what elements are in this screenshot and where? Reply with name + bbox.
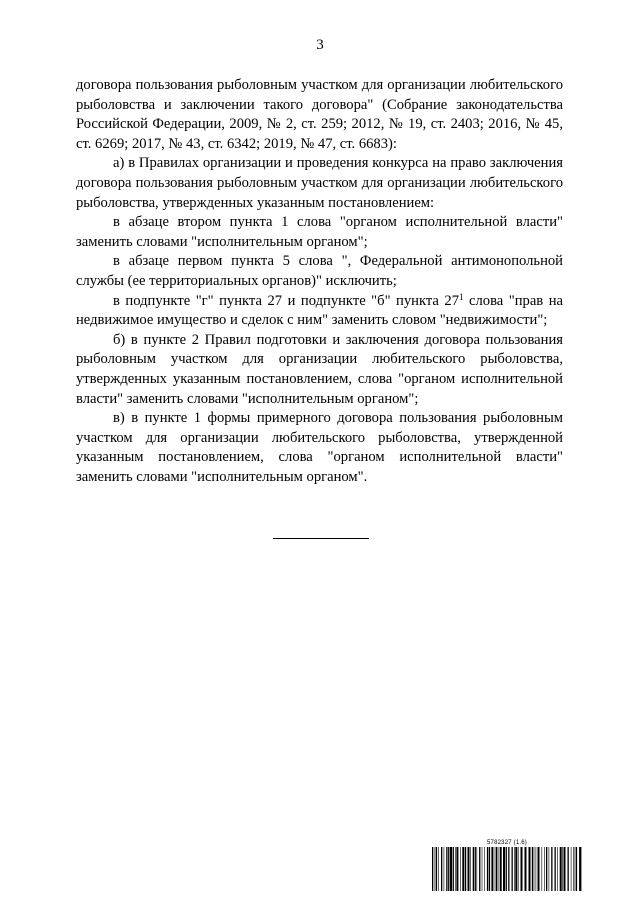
paragraph-item-a-2: в абзаце первом пункта 5 слова ", Федеральной антимонопольной службы (ее территориальных органов)" исключить; [76, 253, 563, 289]
paragraph-item-a-3-text-after: слова "прав на недвижимое имущество и сделок с ним" заменить словом "недвижимости"; [76, 292, 563, 329]
barcode-label: 5782327 (1.6) [487, 840, 527, 846]
page-number: 3 [316, 37, 324, 53]
end-separator-line [273, 538, 369, 539]
barcode-graphic [432, 847, 582, 891]
document-body [76, 76, 563, 487]
paragraph-item-a-1: в абзаце втором пункта 1 слова "органом исполнительной власти" заменить словами "исполнительным органом"; [76, 214, 563, 250]
paragraph-item-b: б) в пункте 2 Правил подготовки и заключения договора пользования рыболовным участком для организации любительского рыболовства, утвержденных указанным постановлением, слова "органом исполнительной власти" заменить словами "исполнительным органом"; [76, 331, 563, 407]
document-barcode [432, 840, 582, 891]
paragraph-intro: договора пользования рыболовным участком для организации любительского рыболовства и заключении такого договора" (Собрание законодательства Российской Федерации, 2009, № 2, ст. 259; 2012, № 19, ст. 2403; 2016, № 45, ст. 6269; 2017, № 43, ст. 6342; 2019, № 47, ст. 6683): [76, 77, 563, 152]
paragraph-item-c: в) в пункте 1 формы примерного договора пользования рыболовным участком для организации любительского рыболовства, утвержденной указанным постановлением, слова "органом исполнительной власти" заменить словами "исполнительным органом". [76, 410, 563, 485]
superscript-marker: 1 [459, 291, 464, 302]
paragraph-item-a-3-text-before: в подпункте "г" пункта 27 и подпункте "б" пункта 27 [113, 292, 459, 309]
paragraph-item-a-3 [76, 292, 563, 331]
paragraph-item-a: а) в Правилах организации и проведения конкурса на право заключения договора пользования рыболовным участком для организации любительского рыболовства, утвержденных указанным постановлением: [76, 155, 563, 211]
